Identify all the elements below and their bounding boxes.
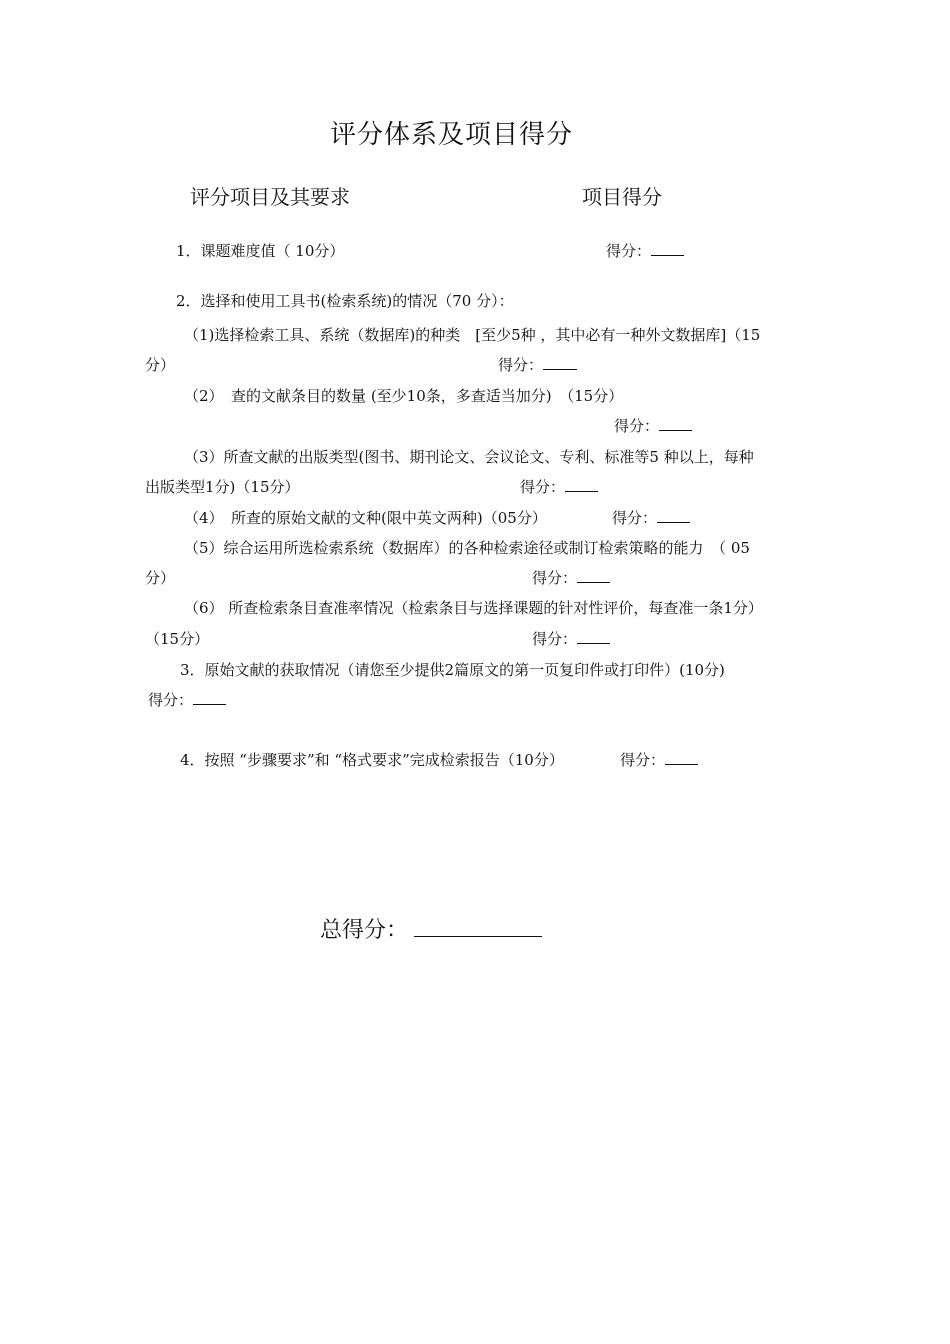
score-blank[interactable] xyxy=(651,254,684,256)
score-label: 得分： xyxy=(614,417,660,435)
sub-6-line-1: （6） 所查检索条目查准率情况（检索条目与选择课题的针对性评价，每查准一条1分） xyxy=(184,599,763,617)
item-1-text: 1．课题难度值（ 10分） xyxy=(176,242,345,260)
total-score-label: 总得分： xyxy=(320,918,409,943)
sub-1-score xyxy=(498,354,577,375)
score-label: 得分： xyxy=(532,569,578,587)
score-label: 得分： xyxy=(520,478,566,496)
sub-6-score xyxy=(532,628,610,649)
total-score-blank[interactable] xyxy=(414,935,542,937)
score-label: 得分： xyxy=(532,630,578,648)
score-blank[interactable] xyxy=(577,642,610,644)
item-3-score xyxy=(148,689,226,710)
sub-3-line-1: （3）所查文献的出版类型(图书、期刊论文、会议论文、专利、标准等5 种以上，每种 xyxy=(184,448,754,466)
sub-3-score xyxy=(520,476,598,497)
score-label: 得分： xyxy=(498,356,544,374)
sub-1-line-1: （1)选择检索工具、系统（数据库)的种类 [至少5种 ，其中必有一种外文数据库]（15 xyxy=(184,326,761,344)
sub-6-line-2: （15分） xyxy=(145,630,210,648)
sub-2-score xyxy=(614,415,692,436)
sub-5-line-1: （5）综合运用所选检索系统（数据库）的各种检索途径或制订检索策略的能力 （ 05 xyxy=(184,539,750,557)
sub-5-score xyxy=(532,567,610,588)
item-4-score xyxy=(620,749,698,770)
score-blank[interactable] xyxy=(657,521,690,523)
sub-2-line-1: （2） 查的文献条目的数量 (至少10条，多查适当加分) （15分） xyxy=(184,387,624,405)
header-requirements: 评分项目及其要求 xyxy=(190,185,350,209)
sub-5-line-2: 分） xyxy=(145,569,176,587)
score-blank[interactable] xyxy=(565,490,598,492)
page-title: 评分体系及项目得分 xyxy=(330,120,574,150)
score-label: 得分： xyxy=(612,509,658,527)
sub-3-line-2: 出版类型1分)（15分） xyxy=(145,478,300,496)
score-label: 得分： xyxy=(606,242,652,260)
score-blank[interactable] xyxy=(659,429,692,431)
score-blank[interactable] xyxy=(577,581,610,583)
sub-4-line-1: （4） 所查的原始文献的文种(限中英文两种)（05分） xyxy=(184,509,547,527)
header-item-score: 项目得分 xyxy=(582,185,662,209)
total-score xyxy=(320,913,542,944)
item-4-text: 4．按照 “步骤要求”和 “格式要求”完成检索报告（10分） xyxy=(180,751,564,769)
score-blank[interactable] xyxy=(193,703,226,705)
score-blank[interactable] xyxy=(665,763,698,765)
item-3-text: 3．原始文献的获取情况（请您至少提供2篇原文的第一页复印件或打印件）(10分) xyxy=(180,661,725,679)
item-1-score xyxy=(606,240,684,261)
score-label: 得分： xyxy=(148,691,194,709)
score-label: 得分： xyxy=(620,751,666,769)
sub-4-score xyxy=(612,507,690,528)
score-blank[interactable] xyxy=(543,368,577,370)
item-2-text: 2．选择和使用工具书(检索系统)的情况（70 分）： xyxy=(176,292,514,310)
sub-1-line-2: 分） xyxy=(145,356,176,374)
